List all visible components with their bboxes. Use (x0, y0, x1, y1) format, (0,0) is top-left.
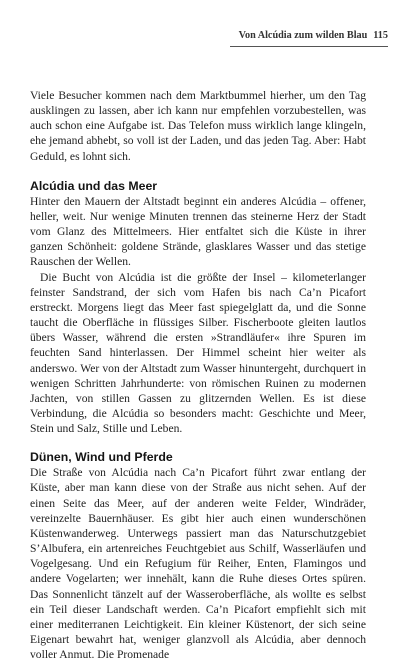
page-body (30, 88, 366, 662)
section-heading-meer: Alcúdia und das Meer (30, 178, 158, 193)
section-heading-duenen: Dünen, Wind und Pferde (30, 450, 173, 465)
paragraph-meer-1: Hinter den Mauern der Altstadt beginnt ein anderes Alcúdia – offener, heller, weit. Nur wenige Minuten trennen das steinerne Herz der Stadt vom Glanz des Mittelmeers. Hier entfaltet sich die Küste in ihrer ganzen Schönheit: goldene Strände, glasklares Wasser und das stetige Rauschen der Wellen. (30, 194, 366, 269)
running-title: Von Alcúdia zum wilden Blau (238, 30, 368, 41)
running-head (230, 30, 388, 44)
paragraph-intro: Viele Besucher kommen nach dem Marktbummel hierher, um den Tag ausklingen zu lassen, aber ich kann nur empfehlen vorzubestellen, was auch schon eine Aufgabe ist. Das Telefon muss wirklich lange klingeln, ehe jemand abhebt, so voll ist der Laden, und das jeden Tag. Aber: Habt Geduld, es lohnt sich. (30, 89, 366, 163)
paragraph-duenen: Die Straße von Alcúdia nach Ca’n Picafort führt zwar entlang der Küste, aber man kann diese von der Straße aus nicht sehen. Auf der einen Seite das Meer, auf der anderen weite Felder, Windräder, vereinzelte Bauernhäuser. Es gibt hier auch einen wunderschönen Küstenwanderweg. Unterwegs passiert man das Naturschutzgebiet S’Albufera, ein artenreiches Feuchtgebiet aus Schilf, Wasserläufen und Vogelgesang. Und ein Refugium für Reiher, Enten, Flamingos und andere Vogelarten; wer innehält, kann die Ruhe dieses Ortes spüren. Das Sonnenlicht tänzelt auf der Wasseroberfläche, als wollte es selbst ein Teil dieser Landschaft werden. Ca’n Picafort empfiehlt sich mit einer mediterranen Leichtigkeit. Ein kleiner Küstenort, der sich seine Eigenart bewahrt hat, weniger glanzvoll als Alcúdia, aber dennoch voller Anmut. Die Promenade (30, 466, 366, 662)
header-rule (230, 46, 388, 47)
paragraph-meer-2: Die Bucht von Alcúdia ist die größte der Insel – kilometerlanger feinster Sandstrand, der sich vom Hafen bis nach Ca’n Picafort erstreckt. Morgens liegt das Meer fast spiegelglatt da, und die Sonne taucht die Oberfläche in flüssiges Silber. Fischerboote gleiten lautlos übers Wasser, während die ersten »Strandläufer« ihre Spuren im feuchten Sand hinterlassen. Der Himmel scheint hier weiter als anderswo. Wer von der Altstadt zum Wasser hinuntergeht, durchquert in wenigen Schritten Jahrhunderte: von römischen Ruinen zu modernen Jachten, von stillen Gassen zu glitzernden Wellen. Es ist diese Verbindung, die Alcúdia so besonders macht: Geschichte und Meer, Stein und Salz, Stille und Leben. (30, 270, 366, 436)
page-number: 115 (373, 30, 388, 41)
